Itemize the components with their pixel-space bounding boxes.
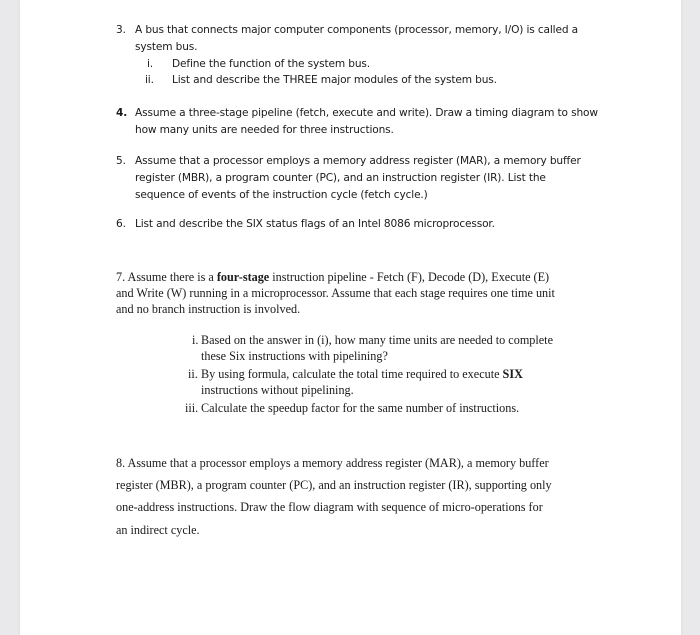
text-segment: instruction pipeline - Fetch (F), Decode (D), Execute (E)	[269, 270, 550, 284]
sub-item-marker: ii.	[145, 74, 154, 86]
question-text-line: and no branch instruction is involved.	[116, 302, 301, 316]
sub-item-text: Based on the answer in (i), how many time units are needed to complete	[201, 333, 553, 347]
sub-item-marker: ii.	[188, 367, 198, 381]
document-page	[20, 0, 681, 635]
question-text-line: an indirect cycle.	[116, 523, 200, 537]
question-text-line: and Write (W) running in a microprocessor. Assume that each stage requires one time unit	[116, 286, 555, 300]
question-text-line: system bus.	[135, 41, 198, 53]
emphasis-text: SIX	[502, 367, 523, 381]
question-text-line: sequence of events of the instruction cycle (fetch cycle.)	[135, 189, 428, 201]
question-text-line: List and describe the SIX status flags of an Intel 8086 microprocessor.	[135, 218, 495, 230]
question-text-line: 8. Assume that a processor employs a memory address register (MAR), a memory buffer	[116, 456, 549, 470]
sub-item-marker: i.	[147, 58, 154, 70]
question-text-line: one-address instructions. Draw the flow diagram with sequence of micro-operations for	[116, 500, 543, 514]
question-number: 6.	[116, 218, 126, 230]
text-segment: By using formula, calculate the total time required to execute	[201, 367, 503, 381]
sub-item-text: these Six instructions with pipelining?	[201, 349, 388, 363]
sub-item-text	[201, 367, 523, 382]
sub-item-marker: iii.	[185, 401, 199, 415]
question-text-line: register (MBR), a program counter (PC), and an instruction register (IR). List the	[135, 172, 546, 184]
sub-item-text: List and describe the THREE major modules of the system bus.	[172, 74, 497, 86]
question-text-line: register (MBR), a program counter (PC), and an instruction register (IR), supporting only	[116, 478, 552, 492]
emphasis-text: four-stage	[216, 270, 270, 284]
question-text-line: Assume a three-stage pipeline (fetch, execute and write). Draw a timing diagram to show	[135, 107, 598, 119]
question-number: 4.	[116, 107, 128, 119]
question-text-line: A bus that connects major computer components (processor, memory, I/O) is called a	[135, 24, 578, 36]
text-segment: 7. Assume there is a	[116, 270, 217, 284]
sub-item-text: Calculate the speedup factor for the same number of instructions.	[201, 401, 520, 415]
question-text-line	[116, 270, 549, 285]
sub-item-text: instructions without pipelining.	[201, 383, 354, 397]
sub-item-marker: i.	[192, 333, 199, 347]
question-text-line: Assume that a processor employs a memory address register (MAR), a memory buffer	[135, 155, 581, 167]
question-text-line: how many units are needed for three instructions.	[135, 124, 394, 136]
question-number: 5.	[116, 155, 126, 167]
question-number: 3.	[116, 24, 126, 36]
sub-item-text: Define the function of the system bus.	[172, 58, 370, 70]
